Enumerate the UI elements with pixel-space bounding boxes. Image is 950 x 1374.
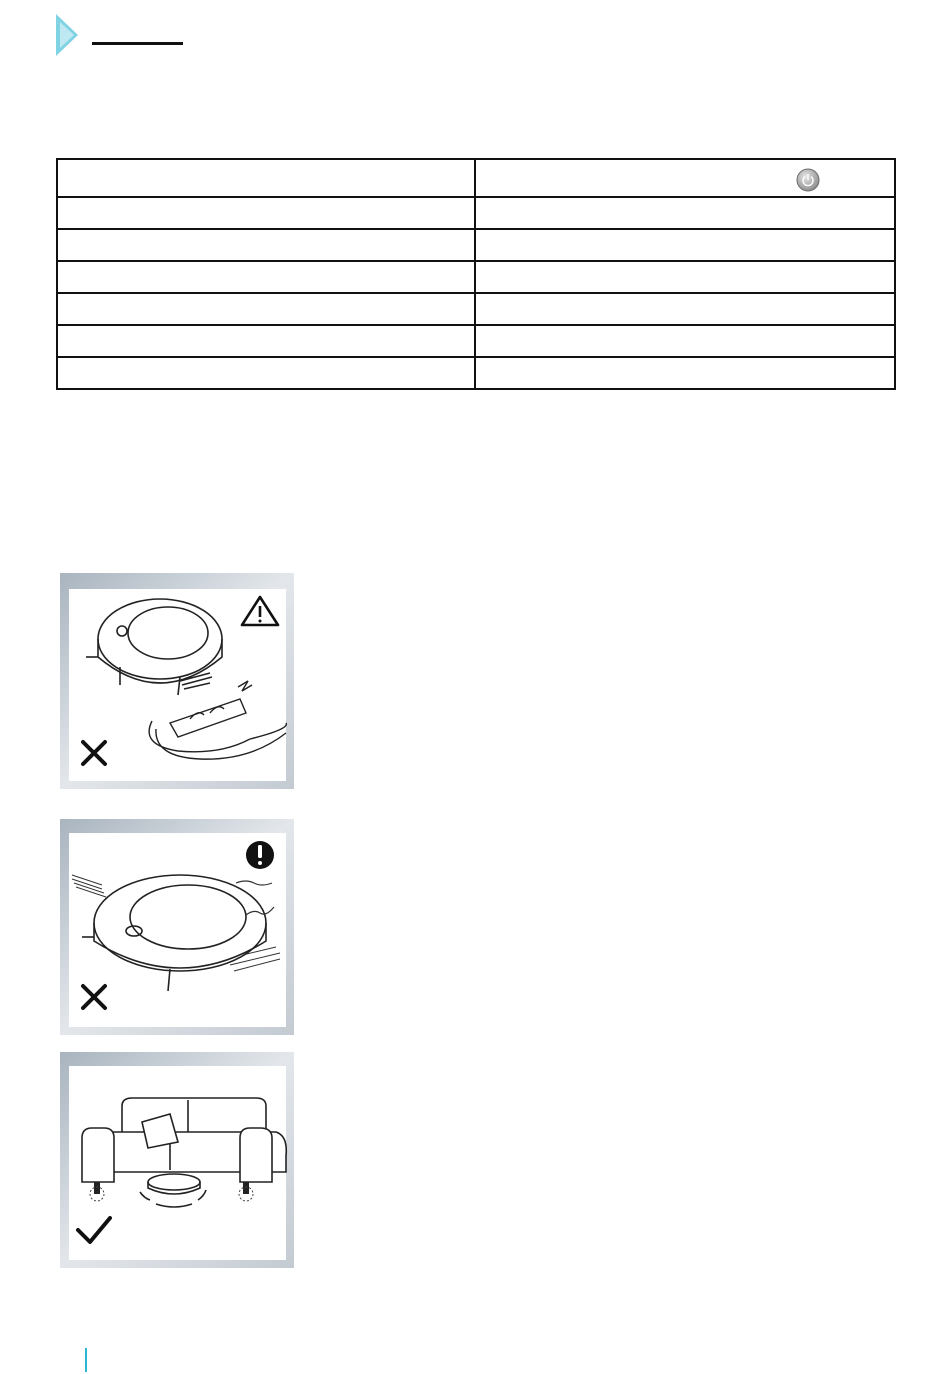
table-row: [57, 159, 895, 197]
chevron-marker-icon: [56, 14, 86, 56]
table-row: [57, 229, 895, 261]
table-cell: [57, 325, 475, 357]
table-cell: [57, 293, 475, 325]
illustration-robot-under-sofa: [60, 1052, 294, 1268]
table-row: [57, 261, 895, 293]
table-row: [57, 325, 895, 357]
table-cell: [475, 357, 895, 389]
table-cell: [475, 159, 895, 197]
page-number-marker: [85, 1348, 87, 1372]
exclamation-circle-icon: [246, 841, 274, 869]
table-cell: [57, 197, 475, 229]
table-row: [57, 357, 895, 389]
check-icon: [72, 1208, 116, 1252]
section-title-underline: [92, 42, 183, 45]
table-cell: [57, 159, 475, 197]
illustration-robot-on-carpet-fringe: [60, 819, 294, 1035]
table-cell: [475, 261, 895, 293]
table-cell: [57, 357, 475, 389]
table-cell: [475, 197, 895, 229]
table-cell: [57, 229, 475, 261]
illustration-robot-near-power-strip: [60, 573, 294, 789]
table-cell: [475, 229, 895, 261]
table-row: [57, 293, 895, 325]
table-cell: [475, 325, 895, 357]
table-row: [57, 197, 895, 229]
table-cell: [475, 293, 895, 325]
table-cell: [57, 261, 475, 293]
cross-icon: [72, 731, 116, 775]
power-icon: [796, 168, 820, 192]
spec-table: [56, 158, 896, 390]
cross-icon: [72, 975, 116, 1019]
